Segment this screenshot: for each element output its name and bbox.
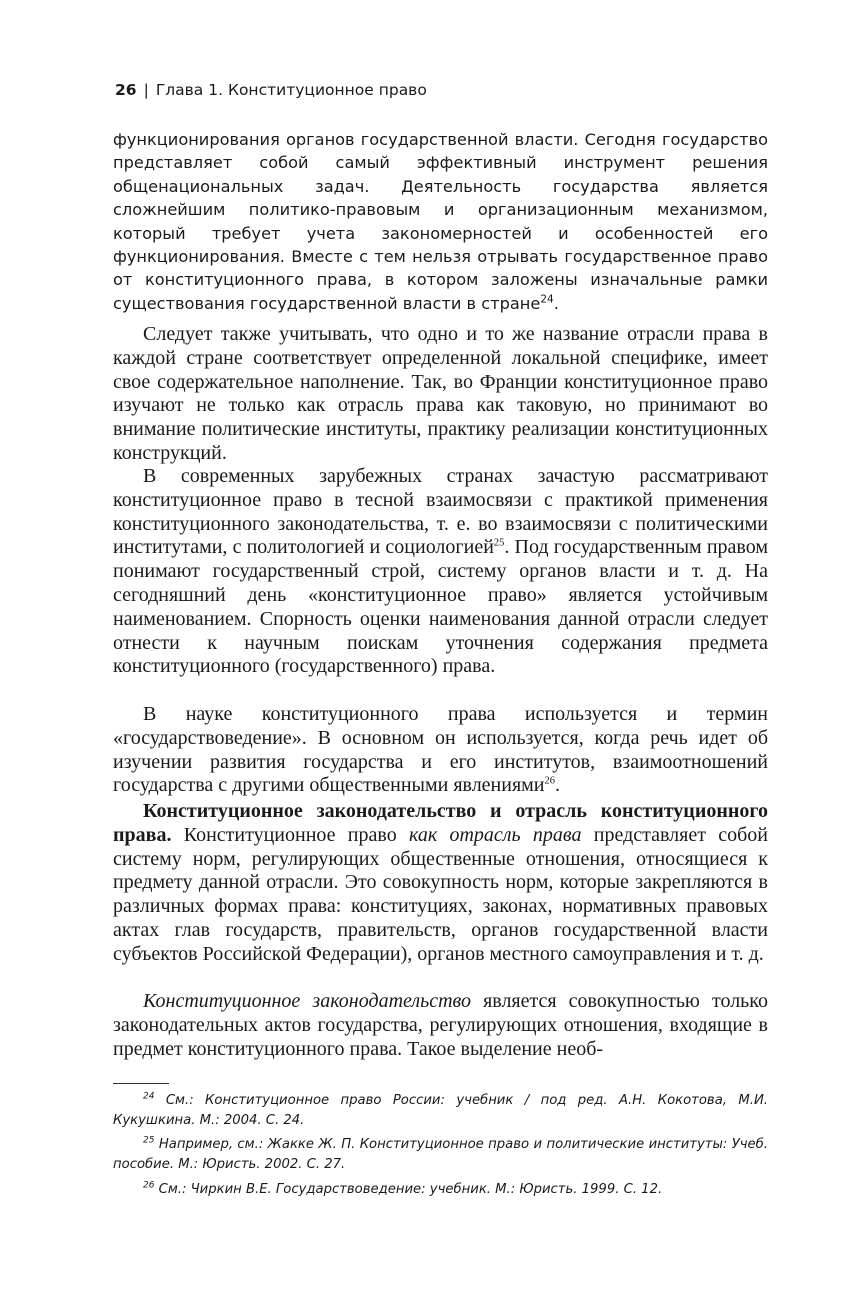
paragraph-tail: . bbox=[555, 774, 561, 797]
footnote-text: Например, см.: Жакке Ж. П. Конституционное право и политические институты: Учеб. пособие. М.: Юристь. 2002. С. 27. bbox=[113, 1137, 768, 1172]
running-header bbox=[115, 80, 755, 100]
footnote bbox=[113, 1180, 768, 1200]
paragraph-text: является совокупностью только законодательных актов государства, регулирующих отношения, входящие в предмет конституционного права. Такое выделение необ- bbox=[113, 990, 768, 1060]
paragraph bbox=[113, 703, 768, 798]
emphasis: как отрасль права bbox=[408, 823, 582, 846]
footnote-ref: 26 bbox=[544, 775, 556, 787]
page-number: 26 bbox=[115, 81, 137, 99]
emphasis: Конституционное законодательство bbox=[143, 990, 471, 1012]
section-heading: Конституционное законодательство и отрасль конституционного права. bbox=[113, 800, 768, 846]
paragraph-text: Следует также учитывать, что одно и то же название отрасли права в каждой стране соответствует определенной локальной специфике, имеет свое содержательное наполнение. Так, во Франции конституционное право изучают не только как отрасль права как таковую, но принимают во внимание политические институты, практику реализации конституционных конструкций. bbox=[113, 323, 768, 464]
paragraph-tail: . bbox=[553, 293, 559, 313]
chapter-title: Глава 1. Конституционное право bbox=[155, 81, 427, 99]
paragraph-text: представляет собой систему норм, регулирующих общественные отношения, относящиеся к предмету данной отрасли. Это совокупность норм, которые закрепляются в различных формах права: конституциях, законах, нормативных правовых актах глав государств, правительств, органов государственной власти субъектов Российской Федерации), органов местного самоуправления и т. д. bbox=[113, 823, 769, 965]
paragraph-text: В современных зарубежных странах зачастую рассматривают конституционное право в тесной взаимосвязи с практикой применения конституционного законодательства, т. е. во взаимосвязи с политическими институтами, с политологией и социологией bbox=[113, 465, 768, 559]
paragraph-continued bbox=[113, 128, 768, 315]
footnote bbox=[113, 1135, 768, 1174]
paragraph-text: В науке конституционного права используется и термин «государствоведение». В основном он используется, когда речь идет об изучении развития государства и его институтов, взаимоотношений государства с другими общественными явлениями bbox=[113, 703, 768, 797]
footnote-text: См.: Конституционное право России: учебник / под ред. А.Н. Кокотова, М.И. Кукушкина. М.: 2004. С. 24. bbox=[113, 1093, 768, 1128]
paragraph bbox=[113, 800, 768, 967]
footnote-text: См.: Чиркин В.Е. Государствоведение: учебник. М.: Юристь. 1999. С. 12. bbox=[154, 1182, 663, 1197]
paragraph-text: Конституционное право bbox=[171, 823, 409, 846]
paragraph-text: . Под государственным правом понимают государственный строй, систему органов власти и т. д. На сегодняшний день «конституционное право» является устойчивым наименованием. Спорность оценки наименования данной отрасли следует отнести к научным поискам уточнения содержания предмета конституционного (государственного) права. bbox=[113, 536, 768, 678]
paragraph-text: функционирования органов государственной власти. Сегодня государство представляет собой самый эффективный инструмент решения общенациональных задач. Деятельность государства является сложнейшим политико-правовым и организационным механизмом, который требует учета закономерностей и особенностей его функционирования. Вместе с тем нельзя отрывать государственное право от конституционного права, в котором заложены изначальные рамки существования государственной власти в стране bbox=[113, 130, 768, 313]
paragraph bbox=[113, 990, 768, 1061]
footnote-number: 25 bbox=[143, 1135, 155, 1146]
footnote bbox=[113, 1091, 768, 1130]
paragraph bbox=[113, 323, 768, 466]
footnote-number: 26 bbox=[143, 1180, 155, 1191]
footnote-ref: 25 bbox=[493, 537, 505, 549]
footnote-divider bbox=[113, 1083, 169, 1084]
footnote-number: 24 bbox=[143, 1091, 155, 1102]
header-separator: | bbox=[143, 81, 149, 99]
paragraph bbox=[113, 465, 768, 679]
footnote-ref: 24 bbox=[540, 293, 554, 306]
